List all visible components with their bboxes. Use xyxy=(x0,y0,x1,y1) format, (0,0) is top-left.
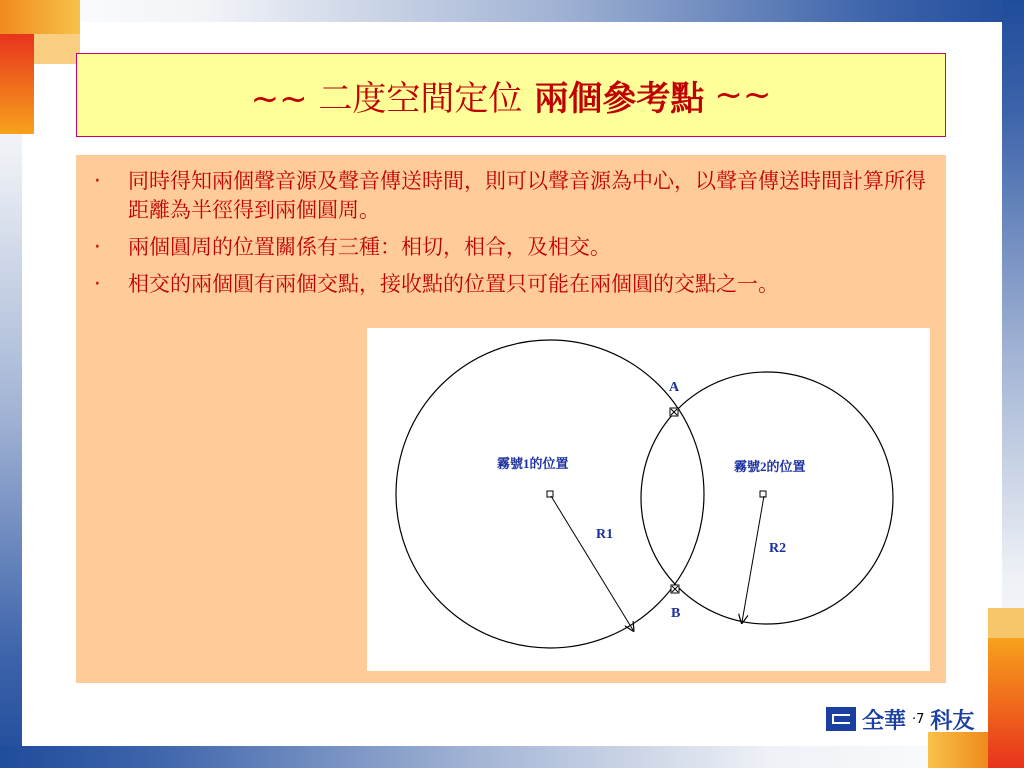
bullet-item xyxy=(86,233,936,262)
corner-decoration xyxy=(0,34,34,134)
bullet-text: 相交的兩個圓有兩個交點，接收點的位置只可能在兩個圓的交點之一。 xyxy=(128,272,779,296)
bullet-marker: ‧ xyxy=(94,272,101,296)
page-number: ‧7 xyxy=(912,711,925,727)
corner-decoration xyxy=(988,638,1024,768)
publisher-logo xyxy=(826,705,974,733)
bullet-text: 同時得知兩個聲音源及聲音傳送時間，則可以聲音源為中心，以聲音傳送時間計算所得距離為半徑得到兩個圓周。 xyxy=(128,169,926,222)
bullet-item xyxy=(86,167,936,225)
frame-top xyxy=(0,0,1024,22)
circle-intersection-diagram xyxy=(367,328,930,671)
title-suffix: ~~ xyxy=(714,75,772,115)
logo-mark-icon xyxy=(826,707,856,731)
radius-r2-arrow xyxy=(742,496,764,622)
corner-decoration xyxy=(988,608,1024,638)
bullet-list xyxy=(86,167,936,307)
center-1-marker xyxy=(547,491,553,497)
bullet-text: 兩個圓周的位置關係有三種：相切，相合，及相交。 xyxy=(128,235,611,259)
content-panel xyxy=(76,155,946,683)
corner-decoration xyxy=(928,732,988,768)
label-speaker-1: 霧號1的位置 xyxy=(497,456,569,471)
title-prefix: ~~ 二度空間定位 xyxy=(250,78,523,119)
label-r1: R1 xyxy=(596,527,614,542)
logo-text-right: 科友 xyxy=(930,708,975,734)
title-highlight: 兩個參考點 xyxy=(534,78,705,119)
label-a: A xyxy=(669,380,680,395)
logo-text-left: 全華 xyxy=(862,708,907,734)
radius-r1-arrow xyxy=(551,496,633,630)
label-b: B xyxy=(671,606,681,621)
bullet-marker: ‧ xyxy=(94,169,101,193)
diagram-svg xyxy=(367,328,930,671)
slide-title xyxy=(76,53,946,137)
corner-decoration xyxy=(34,34,80,64)
center-2-marker xyxy=(760,491,766,497)
bullet-item xyxy=(86,270,936,299)
label-r2: R2 xyxy=(769,541,787,556)
frame-bottom xyxy=(0,746,1024,768)
bullet-marker: ‧ xyxy=(94,235,101,259)
corner-decoration xyxy=(0,0,80,34)
label-speaker-2: 霧號2的位置 xyxy=(734,459,806,474)
